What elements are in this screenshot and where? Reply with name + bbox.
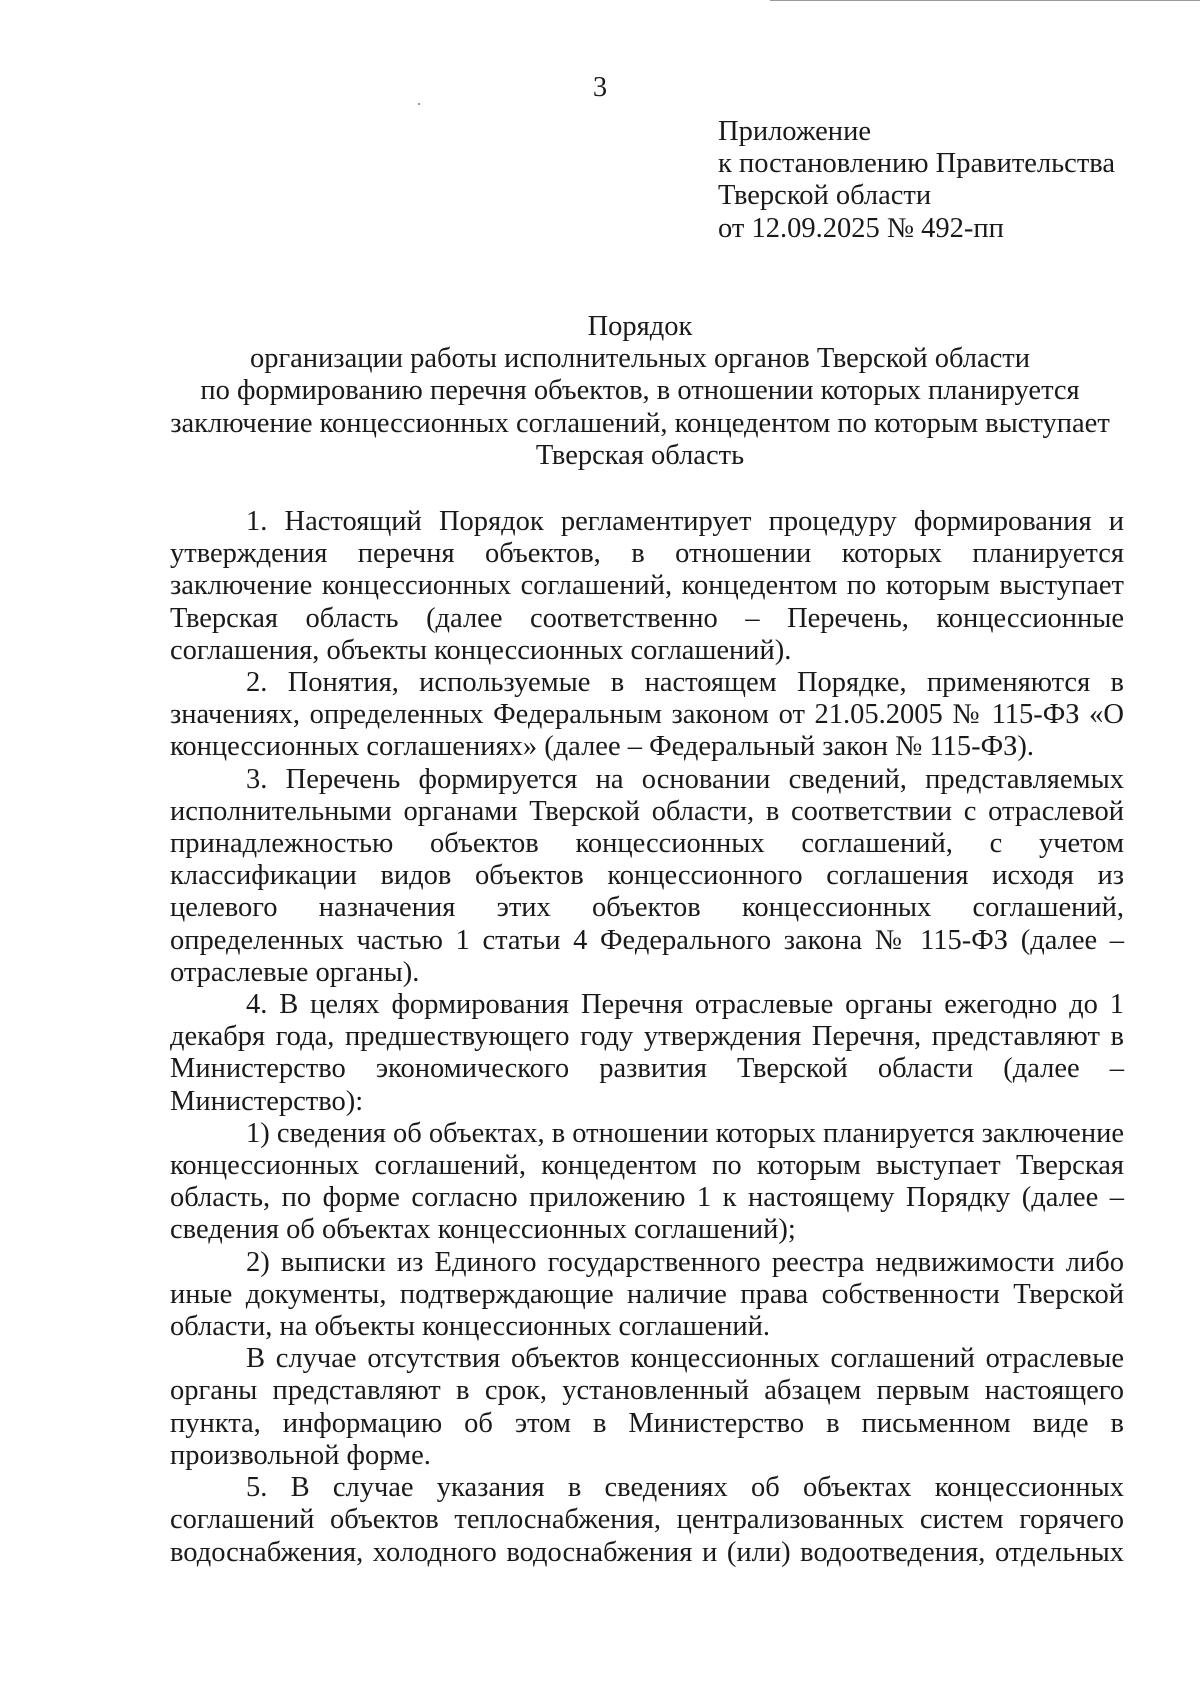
paragraph-4-item-1: 1) сведения об объектах, в отношении которых планируется заключение концессионных соглашений, концедентом по которым выступает Тверская область, по форме согласно приложению 1 к настоящему Порядку (далее – сведения об объектах концессионных соглашений);: [170, 1117, 1124, 1246]
paragraph-2: 2. Понятия, используемые в настоящем Порядке, применяются в значениях, определенных Федеральным законом от 21.05.2005 № 115-ФЗ «О концессионных соглашениях» (далее – Федеральный закон № 115-ФЗ).: [170, 667, 1124, 763]
paragraph-3: 3. Перечень формируется на основании сведений, представляемых исполнительными органами Тверской области, в соответствии с отраслевой принадлежностью объектов концессионных соглашений, с учетом классификации видов объектов концессионного соглашения исходя из целевого назначения этих объектов концессионных соглашений, определенных частью 1 статьи 4 Федерального закона № 115-ФЗ (далее – отраслевые органы).: [170, 763, 1124, 988]
title-line: Порядок: [587, 311, 693, 342]
appendix-line: Тверской области: [718, 180, 932, 212]
scan-edge-mark: [770, 0, 1200, 1]
appendix-line: к постановлению Правительства: [718, 148, 1116, 180]
document-body: [170, 506, 1124, 1569]
appendix-line: от 12.09.2025 № 492-пп: [718, 212, 1004, 244]
title-line: заключение концессионных соглашений, концедентом по которым выступает: [170, 407, 1110, 439]
title-line: по формированию перечня объектов, в отношении которых планируется: [200, 375, 1080, 407]
title-line: организации работы исполнительных органов Тверской области: [249, 343, 1031, 375]
page-number: 3: [592, 72, 608, 103]
paragraph-4-note: В случае отсутствия объектов концессионных соглашений отраслевые органы представляют в срок, установленный абзацем первым настоящего пункта, информацию об этом в Министерство в письменном виде в произвольной форме.: [170, 1343, 1124, 1471]
title-line: Тверская область: [535, 439, 745, 471]
paragraph-4-item-2: 2) выписки из Единого государственного реестра недвижимости либо иные документы, подтверждающие наличие права собственности Тверской области, на объекты концессионных соглашений.: [170, 1246, 1124, 1343]
document-title: [150, 311, 1130, 472]
appendix-header: [718, 116, 1115, 245]
paragraph-5: 5. В случае указания в сведениях об объектах концессионных соглашений объектов теплоснабжения, централизованных систем горячего водоснабжения, холодного водоснабжения и (или) водоотведения, отдельных: [170, 1472, 1124, 1568]
paragraph-4: 4. В целях формирования Перечня отраслевые органы ежегодно до 1 декабря года, предшествующего году утверждения Перечня, представляют в Министерство экономического развития Тверской области (далее – Министерство):: [170, 989, 1124, 1117]
paragraph-1: 1. Настоящий Порядок регламентирует процедуру формирования и утверждения перечня объектов, в отношении которых планируется заключение концессионных соглашений, концедентом по которым выступает Тверская область (далее соответственно – Перечень, концессионные соглашения, объекты концессионных соглашений).: [170, 506, 1124, 666]
appendix-line: Приложение: [718, 116, 871, 147]
